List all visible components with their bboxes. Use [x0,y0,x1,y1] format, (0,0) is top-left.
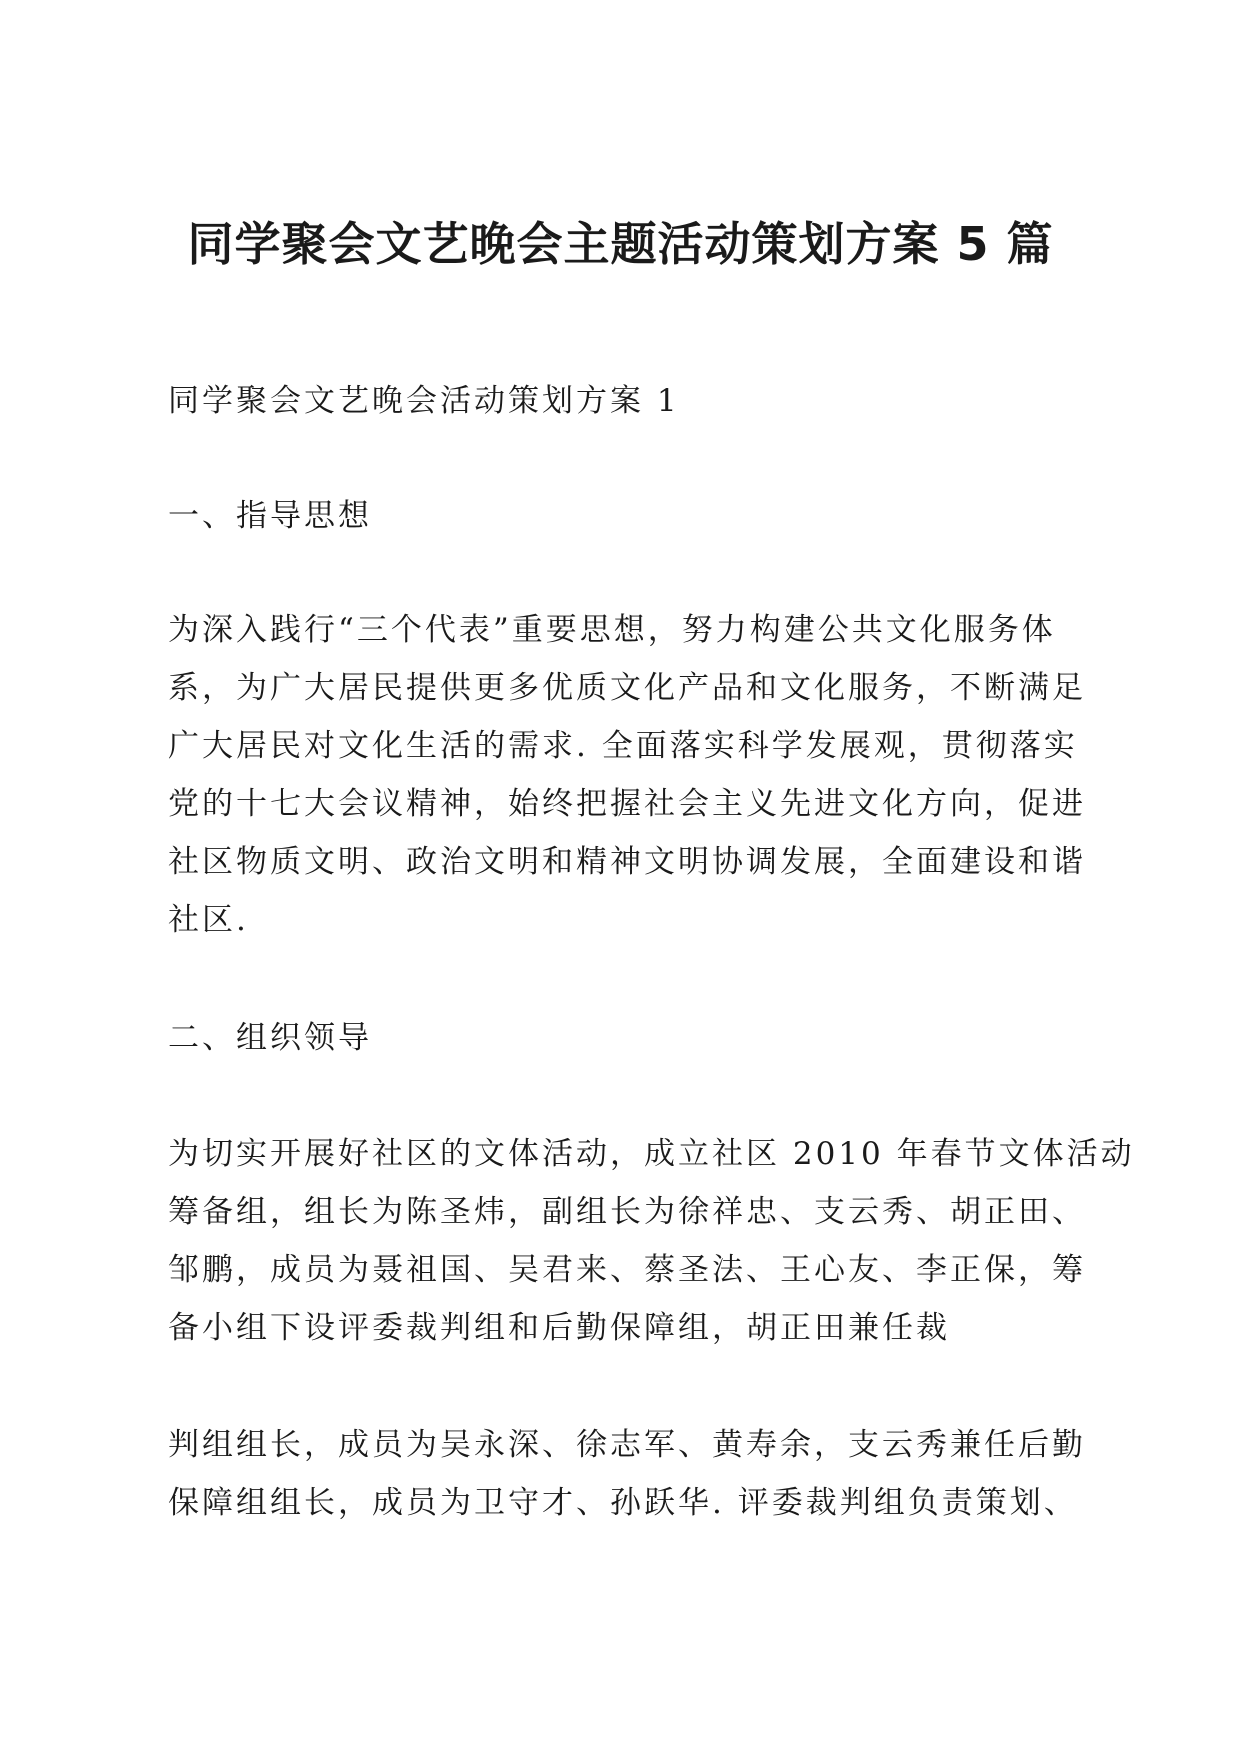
paragraph-line: 邹鹏，成员为聂祖国、吴君来、蔡圣法、王心友、李正保，筹 [168,1252,1086,1288]
paragraph-line: 判组组长，成员为吴永深、徐志军、黄寿余，支云秀兼任后勤 [168,1427,1086,1463]
section-heading-organization: 二、组织领导 [168,1020,372,1056]
paragraph-line: 系，为广大居民提供更多优质文化产品和文化服务，不断满足 [168,670,1086,706]
paragraph-line: 备小组下设评委裁判组和后勤保障组，胡正田兼任裁 [168,1310,950,1346]
paragraph-line: 保障组组长，成员为卫守才、孙跃华. 评委裁判组负责策划、 [168,1485,1078,1521]
paragraph-line: 筹备组，组长为陈圣炜，副组长为徐祥忠、支云秀、胡正田、 [168,1194,1086,1230]
paragraph-line: 广大居民对文化生活的需求. 全面落实科学发展观，贯彻落实 [168,728,1078,764]
section-heading-guiding-ideology: 一、指导思想 [168,498,372,534]
paragraph-line: 社区物质文明、政治文明和精神文明协调发展，全面建设和谐 [168,844,1086,880]
subtitle: 同学聚会文艺晚会活动策划方案 1 [168,383,680,419]
paragraph-line: 为深入践行“三个代表”重要思想，努力构建公共文化服务体 [168,612,1056,648]
document-title: 同学聚会文艺晚会主题活动策划方案 5 篇 [187,217,1054,271]
paragraph-line: 为切实开展好社区的文体活动，成立社区 2010 年春节文体活动 [168,1136,1135,1172]
paragraph-line: 社区. [168,902,249,938]
paragraph-line: 党的十七大会议精神，始终把握社会主义先进文化方向，促进 [168,786,1086,822]
